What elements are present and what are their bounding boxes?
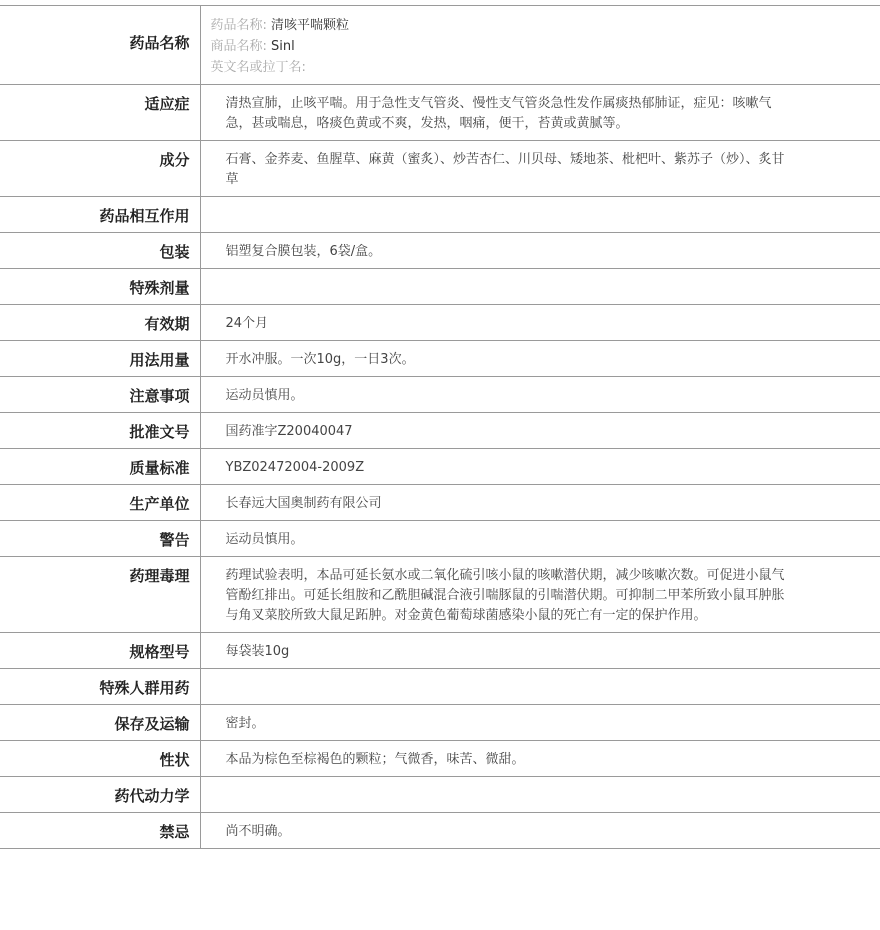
row-value xyxy=(200,669,880,705)
drug-name-block xyxy=(200,6,880,85)
row-label: 包装 xyxy=(0,233,200,269)
spec-row xyxy=(0,777,880,813)
generic-name-value: 清咳平喘颗粒 xyxy=(271,18,350,33)
spec-row xyxy=(0,377,880,413)
row-label: 药理毒理 xyxy=(0,557,200,633)
row-value: 长春远大国奥制药有限公司 xyxy=(200,485,880,521)
spec-row xyxy=(0,705,880,741)
row-value: 每袋装10g xyxy=(200,633,880,669)
trade-name-value: Sinl xyxy=(271,39,295,54)
row-label: 特殊人群用药 xyxy=(0,669,200,705)
row-value: 运动员慎用。 xyxy=(200,377,880,413)
row-value: 开水冲服。一次10g，一日3次。 xyxy=(200,341,880,377)
row-label: 药品相互作用 xyxy=(0,197,200,233)
spec-row xyxy=(0,669,880,705)
spec-row xyxy=(0,269,880,305)
row-value: 密封。 xyxy=(200,705,880,741)
spec-row xyxy=(0,813,880,849)
row-label: 适应症 xyxy=(0,85,200,141)
row-value: YBZ02472004-2009Z xyxy=(200,449,880,485)
row-value: 石膏、金荞麦、鱼腥草、麻黄（蜜炙）、炒苦杏仁、川贝母、矮地茶、枇杷叶、紫苏子（炒）、炙甘草 xyxy=(200,141,880,197)
row-label: 批准文号 xyxy=(0,413,200,449)
row-label: 生产单位 xyxy=(0,485,200,521)
spec-row xyxy=(0,557,880,633)
generic-name-line xyxy=(211,15,786,36)
row-label: 规格型号 xyxy=(0,633,200,669)
spec-row xyxy=(0,233,880,269)
row-label: 特殊剂量 xyxy=(0,269,200,305)
drug-spec-table xyxy=(0,5,880,849)
row-value: 清热宣肺，止咳平喘。用于急性支气管炎、慢性支气管炎急性发作属痰热郁肺证，症见：咳嗽气急，甚或喘息，咯痰色黄或不爽，发热，咽痛，便干，苔黄或黄腻等。 xyxy=(200,85,880,141)
row-value: 24个月 xyxy=(200,305,880,341)
name-key: 商品名称: xyxy=(210,39,267,54)
row-label: 药代动力学 xyxy=(0,777,200,813)
row-value: 运动员慎用。 xyxy=(200,521,880,557)
row-value: 国药准字Z20040047 xyxy=(200,413,880,449)
row-label: 性状 xyxy=(0,741,200,777)
name-key: 英文名或拉丁名: xyxy=(210,60,306,75)
row-value xyxy=(200,777,880,813)
spec-row xyxy=(0,305,880,341)
row-label: 警告 xyxy=(0,521,200,557)
spec-row xyxy=(0,485,880,521)
row-value: 铝塑复合膜包装，6袋/盒。 xyxy=(200,233,880,269)
spec-row xyxy=(0,413,880,449)
row-label: 用法用量 xyxy=(0,341,200,377)
name-key: 药品名称: xyxy=(210,18,267,33)
row-label: 保存及运输 xyxy=(0,705,200,741)
row-value: 药理试验表明，本品可延长氨水或二氧化硫引咳小鼠的咳嗽潜伏期，减少咳嗽次数。可促进小鼠气管酚红排出。可延长组胺和乙酰胆碱混合液引喘豚鼠的引喘潜伏期。可抑制二甲苯所致小鼠耳肿胀与角叉菜胶所致大鼠足跖肿。对金黄色葡萄球菌感染小鼠的死亡有一定的保护作用。 xyxy=(200,557,880,633)
row-value xyxy=(200,269,880,305)
row-label: 药品名称 xyxy=(0,6,200,85)
row-label: 质量标准 xyxy=(0,449,200,485)
spec-row xyxy=(0,85,880,141)
spec-row xyxy=(0,741,880,777)
latin-name-line xyxy=(211,57,786,78)
trade-name-line xyxy=(211,36,786,57)
row-drug-name xyxy=(0,6,880,85)
row-label: 成分 xyxy=(0,141,200,197)
spec-row xyxy=(0,341,880,377)
row-label: 禁忌 xyxy=(0,813,200,849)
spec-row xyxy=(0,197,880,233)
row-value: 本品为棕色至棕褐色的颗粒；气微香，味苦、微甜。 xyxy=(200,741,880,777)
spec-row xyxy=(0,521,880,557)
row-value: 尚不明确。 xyxy=(200,813,880,849)
spec-row xyxy=(0,449,880,485)
spec-row xyxy=(0,141,880,197)
row-label: 注意事项 xyxy=(0,377,200,413)
row-value xyxy=(200,197,880,233)
row-label: 有效期 xyxy=(0,305,200,341)
spec-row xyxy=(0,633,880,669)
